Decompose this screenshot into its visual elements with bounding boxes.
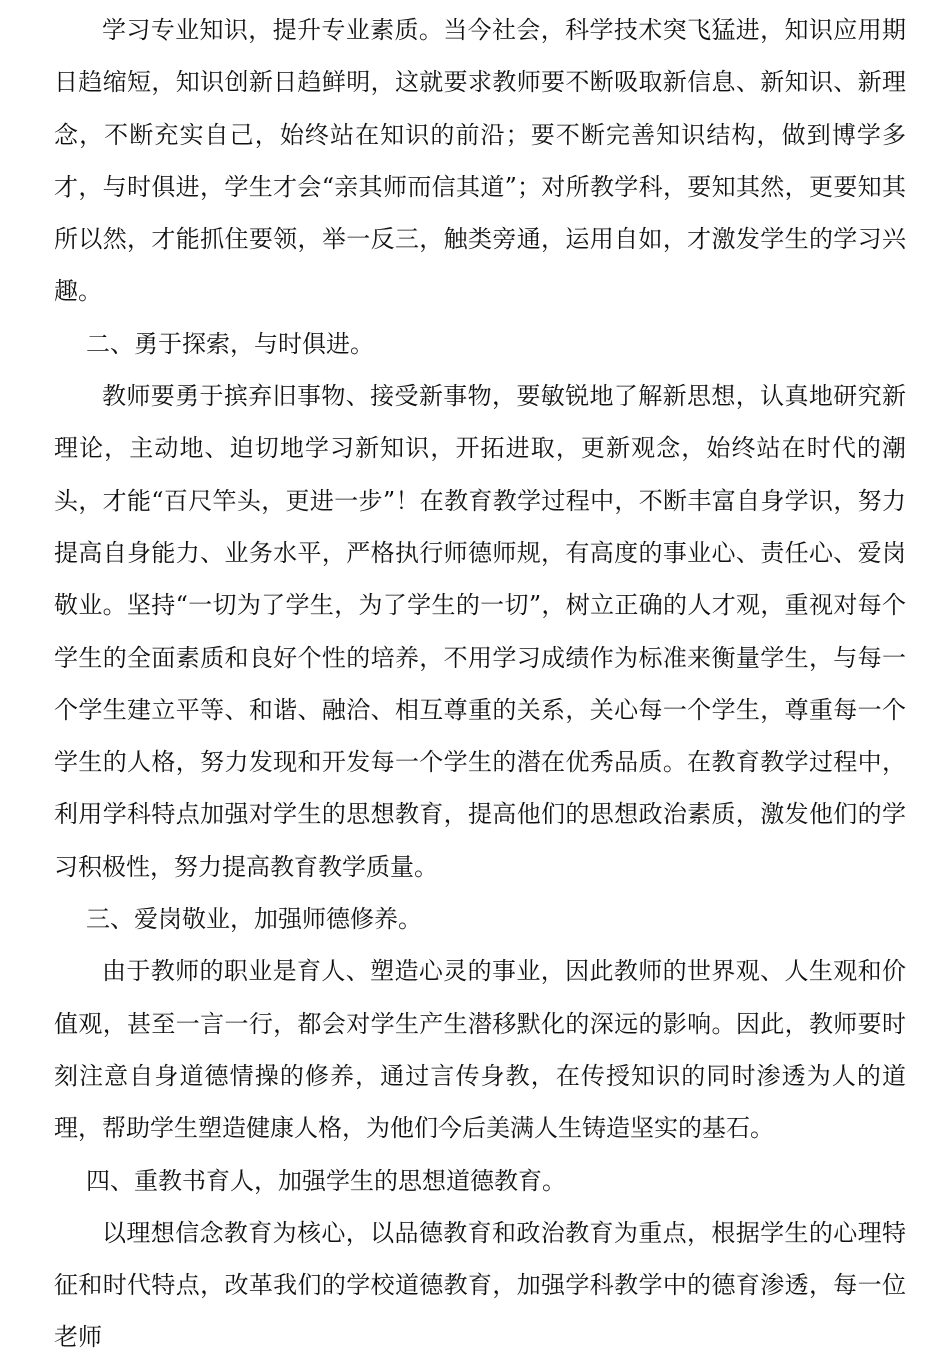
section-heading-moral-education: 四、重教书育人，加强学生的思想道德教育。: [86, 1166, 566, 1195]
paragraph-explore: 教师要勇于摈弃旧事物、接受新事物，要敏锐地了解新思想，认真地研究新理论，主动地、迫切地学习新知识，开拓进取，更新观念，始终站在时代的潮头，才能“百尺竿头，更进一步”！在教育教学过程中，不断丰富自身学识，努力提高自身能力、业务水平，严格执行师德师规，有高度的事业心、责任心、爱岗敬业。坚持“一切为了学生，为了学生的一切”，树立正确的人才观，重视对每个学生的全面素质和良好个性的培养，不用学习成绩作为标准来衡量学生，与每一个学生建立平等、和谐、融洽、相互尊重的关系，关心每一个学生，尊重每一个学生的人格，努力发现和开发每一个学生的潜在优秀品质。在教育教学过程中，利用学科特点加强对学生的思想教育，提高他们的思想政治素质，激发他们的学习积极性，努力提高教育教学质量。: [54, 382, 906, 881]
document-body: [54, 4, 906, 1364]
paragraph-professional-knowledge: 学习专业知识，提升专业素质。当今社会，科学技术突飞猛进，知识应用期日趋缩短，知识创新日趋鲜明，这就要求教师要不断吸取新信息、新知识、新理念，不断充实自己，始终站在知识的前沿；要不断完善知识结构，做到博学多才，与时俱进，学生才会“亲其师而信其道”；对所教学科，要知其然，更要知其所以然，才能抓住要领，举一反三，触类旁通，运用自如，才激发学生的学习兴趣。: [54, 16, 906, 306]
section-heading-explore: 二、勇于探索，与时俱进。: [86, 329, 374, 358]
section-heading-dedication: 三、爱岗敬业，加强师德修养。: [86, 905, 422, 934]
paragraph-moral-education: 以理想信念教育为核心，以品德教育和政治教育为重点，根据学生的心理特征和时代特点，改革我们的学校道德教育，加强学科教学中的德育渗透，每一位老师: [54, 1218, 906, 1352]
paragraph-dedication: 由于教师的职业是育人、塑造心灵的事业，因此教师的世界观、人生观和价值观，甚至一言一行，都会对学生产生潜移默化的深远的影响。因此，教师要时刻注意自身道德情操的修养，通过言传身教，在传授知识的同时渗透为人的道理，帮助学生塑造健康人格，为他们今后美满人生铸造坚实的基石。: [54, 957, 906, 1143]
